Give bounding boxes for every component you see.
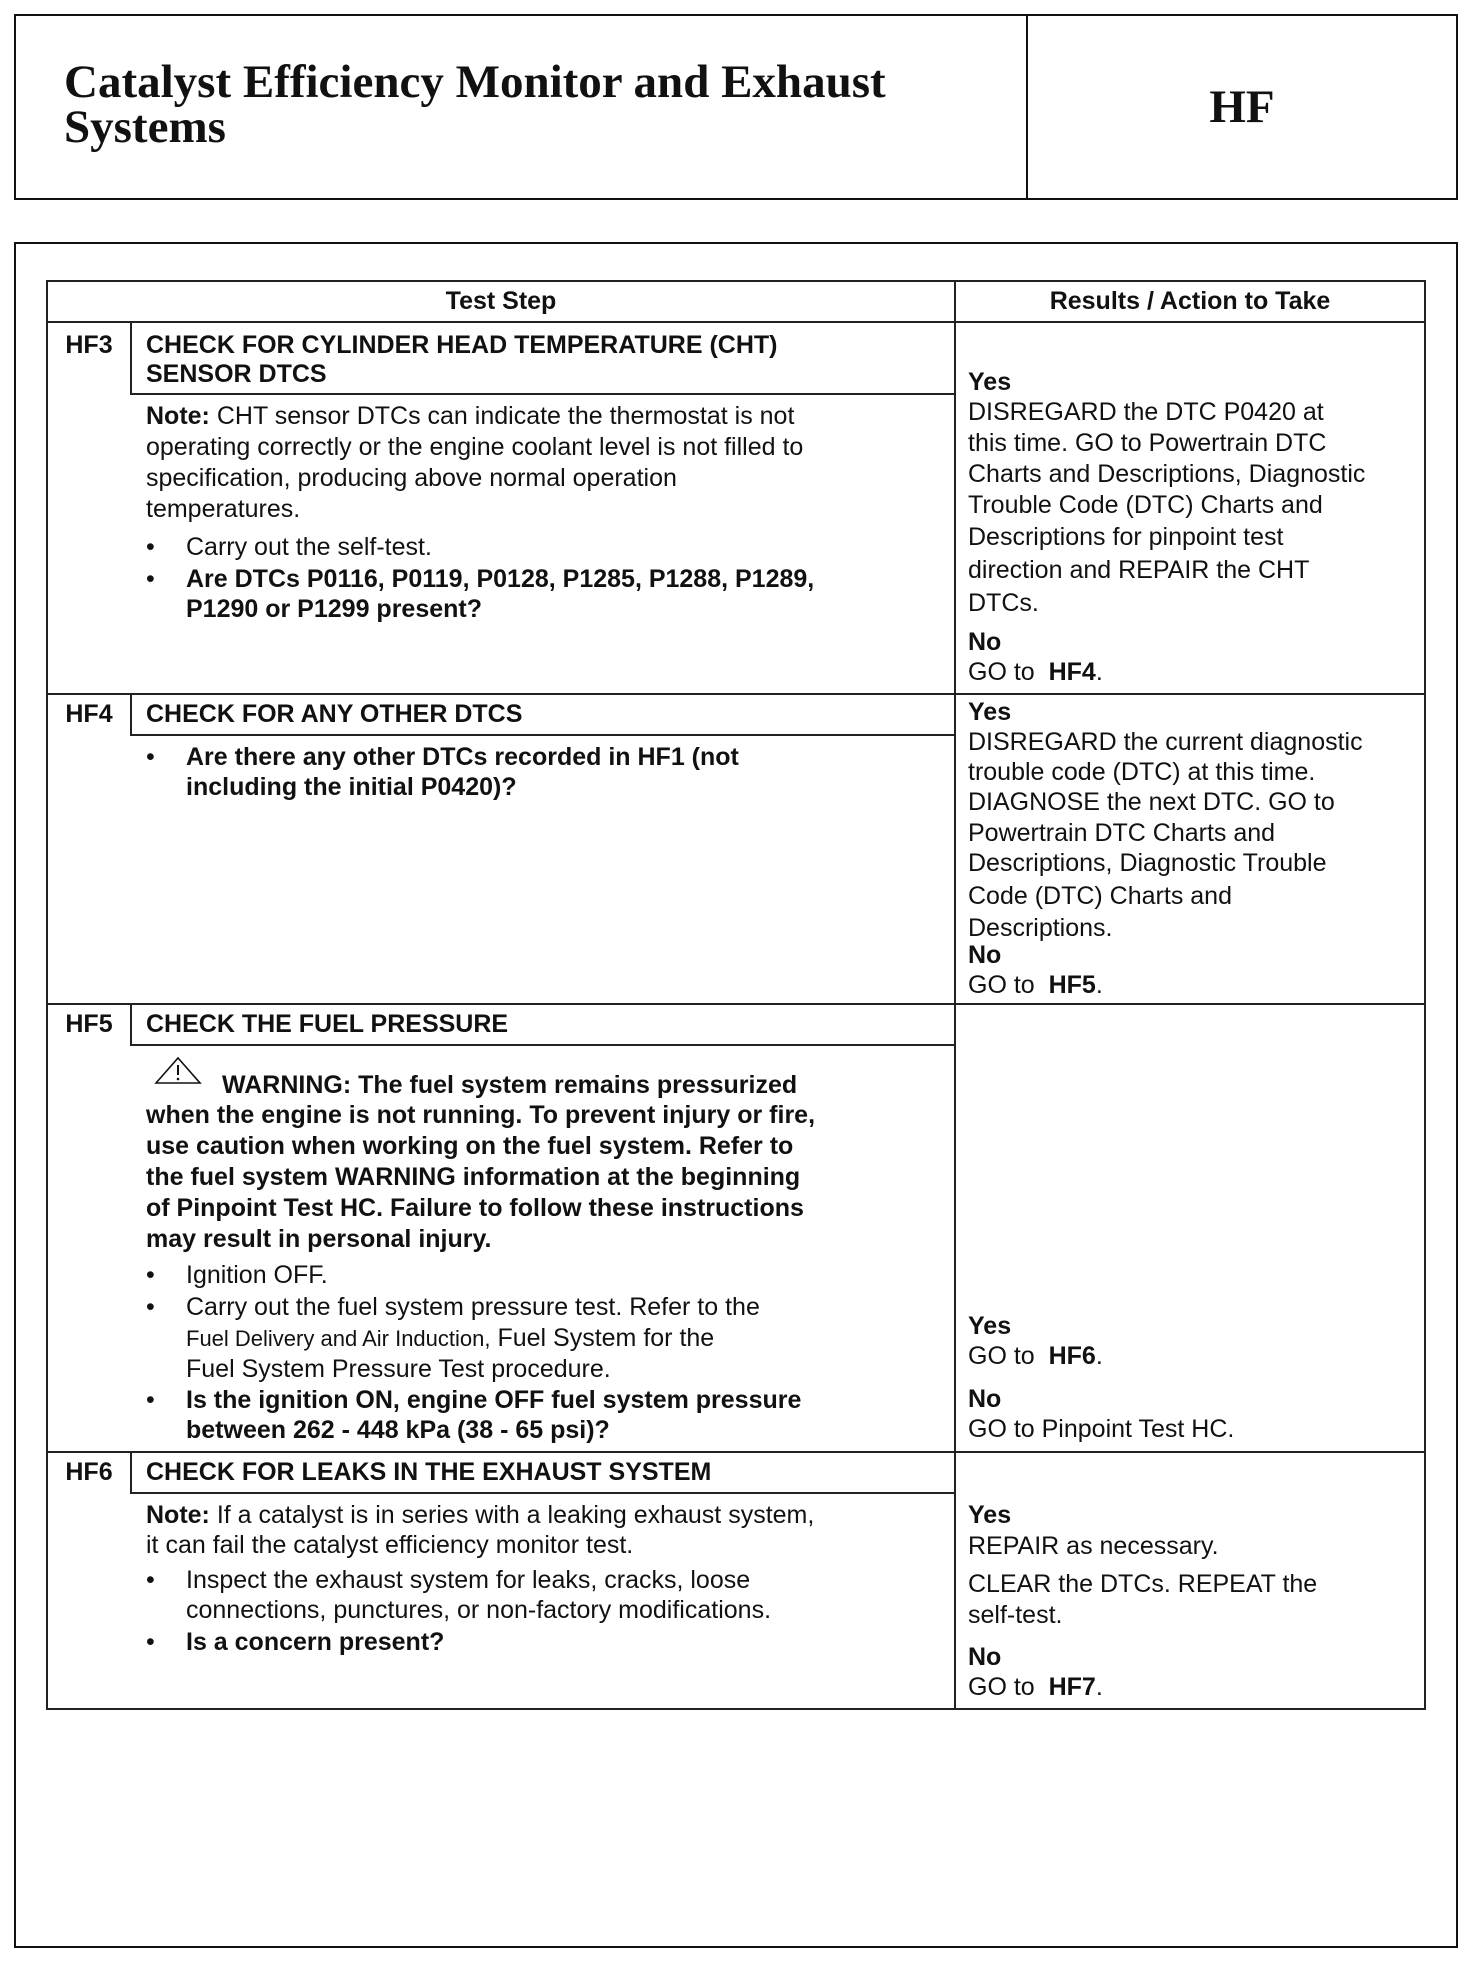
bullet-icon: • bbox=[146, 565, 155, 593]
note-label: Note: bbox=[146, 402, 210, 430]
step-title: CHECK FOR CYLINDER HEAD TEMPERATURE (CHT) bbox=[146, 331, 778, 359]
title-underline-hf3 bbox=[130, 393, 956, 395]
step-title: CHECK FOR ANY OTHER DTCS bbox=[146, 700, 523, 728]
result-goto bbox=[968, 657, 1103, 688]
warning-triangle-icon bbox=[154, 1056, 202, 1084]
note-text bbox=[146, 1500, 814, 1531]
title-underline-hf5 bbox=[130, 1044, 956, 1046]
results-column-divider bbox=[954, 280, 956, 1710]
result-goto bbox=[968, 1341, 1103, 1372]
result-yes-label: Yes bbox=[968, 698, 1012, 726]
bullet-icon: • bbox=[146, 1293, 155, 1321]
row-separator-hf6 bbox=[46, 1451, 1426, 1453]
bullet-text: Carry out the self-test. bbox=[186, 533, 432, 561]
step-title: CHECK FOR LEAKS IN THE EXHAUST SYSTEM bbox=[146, 1458, 712, 1486]
bullet-icon: • bbox=[146, 1261, 155, 1289]
manual-reference-link[interactable]: Fuel Delivery and Air Induction, bbox=[186, 1326, 491, 1351]
note-line: If a catalyst is in series with a leaking exhaust system, bbox=[216, 1501, 815, 1529]
bullet-text: Carry out the fuel system pressure test. Refer to the bbox=[186, 1293, 760, 1321]
id-column-divider-hf5 bbox=[130, 1004, 132, 1046]
id-column-divider-hf4 bbox=[130, 694, 132, 736]
bullet-text bbox=[186, 1323, 714, 1354]
result-goto: GO to Pinpoint Test HC. bbox=[968, 1415, 1235, 1443]
id-column-divider-hf6 bbox=[130, 1452, 132, 1494]
result-yes-label: Yes bbox=[968, 368, 1012, 396]
bullet-text: connections, punctures, or non-factory modifications. bbox=[186, 1596, 772, 1624]
bullet-icon: • bbox=[146, 533, 155, 561]
result-no-label: No bbox=[968, 628, 1002, 656]
result-text: this time. GO to Powertrain DTC bbox=[968, 429, 1327, 457]
table-right-border bbox=[1424, 280, 1426, 1710]
goto-suffix: . bbox=[1095, 1673, 1103, 1701]
goto-step-link[interactable]: HF5 bbox=[1048, 971, 1096, 999]
bullet-question: between 262 - 448 kPa (38 - 65 psi)? bbox=[186, 1416, 610, 1444]
note-line: specification, producing above normal operation bbox=[146, 464, 677, 492]
result-text: Descriptions. bbox=[968, 914, 1113, 942]
bullet-icon: • bbox=[146, 743, 155, 771]
bullet-text: Ignition OFF. bbox=[186, 1261, 328, 1289]
goto-prefix: GO to bbox=[968, 1673, 1035, 1701]
step-id: HF3 bbox=[65, 331, 113, 359]
goto-step-link[interactable]: HF4 bbox=[1048, 658, 1096, 686]
bullet-text: Inspect the exhaust system for leaks, cracks, loose bbox=[186, 1566, 751, 1594]
result-no-label: No bbox=[968, 1643, 1002, 1671]
header-row-border bbox=[46, 321, 1426, 323]
goto-suffix: . bbox=[1095, 971, 1103, 999]
result-text: self-test. bbox=[968, 1601, 1063, 1629]
bullet-question: including the initial P0420)? bbox=[186, 773, 517, 801]
goto-step-link[interactable]: HF6 bbox=[1048, 1342, 1096, 1370]
goto-step-link[interactable]: HF7 bbox=[1048, 1673, 1096, 1701]
result-yes-label: Yes bbox=[968, 1312, 1012, 1340]
result-text: direction and REPAIR the CHT bbox=[968, 556, 1310, 584]
result-text: Powertrain DTC Charts and bbox=[968, 819, 1276, 847]
result-goto bbox=[968, 1672, 1103, 1703]
bullet-question: Are there any other DTCs recorded in HF1 (not bbox=[186, 743, 739, 771]
warning-text: of Pinpoint Test HC. Failure to follow these instructions bbox=[146, 1194, 804, 1222]
page-header bbox=[14, 14, 1458, 200]
result-text: Descriptions for pinpoint test bbox=[968, 523, 1284, 551]
result-no-label: No bbox=[968, 941, 1002, 969]
result-text: DISREGARD the DTC P0420 at bbox=[968, 398, 1324, 426]
bullet-question: Are DTCs P0116, P0119, P0128, P1285, P1288, P1289, bbox=[186, 565, 815, 593]
step-id: HF6 bbox=[65, 1458, 113, 1486]
note-label: Note: bbox=[146, 1501, 210, 1529]
goto-prefix: GO to bbox=[968, 971, 1035, 999]
result-text: CLEAR the DTCs. REPEAT the bbox=[968, 1570, 1318, 1598]
warning-text: may result in personal injury. bbox=[146, 1225, 492, 1253]
bullet-question: Is the ignition ON, engine OFF fuel system pressure bbox=[186, 1386, 802, 1414]
warning-text: the fuel system WARNING information at the beginning bbox=[146, 1163, 801, 1191]
result-text: DISREGARD the current diagnostic bbox=[968, 728, 1363, 756]
result-goto bbox=[968, 970, 1103, 1001]
result-text: Charts and Descriptions, Diagnostic bbox=[968, 460, 1366, 488]
row-separator-hf5 bbox=[46, 1003, 1426, 1005]
result-text: Code (DTC) Charts and bbox=[968, 882, 1232, 910]
title-underline-hf4 bbox=[130, 734, 956, 736]
note-line: temperatures. bbox=[146, 495, 301, 523]
result-text: DIAGNOSE the next DTC. GO to bbox=[968, 788, 1335, 816]
result-yes-label: Yes bbox=[968, 1501, 1012, 1529]
result-text: Trouble Code (DTC) Charts and bbox=[968, 491, 1323, 519]
result-no-label: No bbox=[968, 1385, 1002, 1413]
bullet-question: P1290 or P1299 present? bbox=[186, 595, 482, 623]
table-left-border bbox=[46, 280, 48, 1710]
bullet-question: Is a concern present? bbox=[186, 1628, 445, 1656]
note-line: it can fail the catalyst efficiency monitor test. bbox=[146, 1531, 634, 1559]
goto-prefix: GO to bbox=[968, 1342, 1035, 1370]
result-text: REPAIR as necessary. bbox=[968, 1532, 1219, 1560]
row-separator-hf4 bbox=[46, 693, 1426, 695]
bullet-icon: • bbox=[146, 1628, 155, 1656]
bullet-text: Fuel System Pressure Test procedure. bbox=[186, 1355, 611, 1383]
bullet-text-continued: Fuel System for the bbox=[497, 1324, 715, 1352]
bullet-icon: • bbox=[146, 1566, 155, 1594]
title-underline-hf6 bbox=[130, 1492, 956, 1494]
bullet-icon: • bbox=[146, 1386, 155, 1414]
step-title: SENSOR DTCS bbox=[146, 360, 327, 388]
note-line: CHT sensor DTCs can indicate the thermostat is not bbox=[216, 402, 795, 430]
step-id: HF4 bbox=[65, 700, 113, 728]
result-text: DTCs. bbox=[968, 589, 1039, 617]
id-column-divider-hf3 bbox=[130, 321, 132, 395]
column-header-results: Results / Action to Take bbox=[1049, 287, 1331, 315]
step-id: HF5 bbox=[65, 1010, 113, 1038]
column-header-test-step: Test Step bbox=[445, 287, 557, 315]
section-code: HF bbox=[1209, 81, 1275, 133]
note-text bbox=[146, 401, 794, 432]
page-title: Catalyst Efficiency Monitor and Exhaust Systems bbox=[64, 56, 886, 153]
table-bottom-border bbox=[46, 1708, 1426, 1710]
goto-prefix: GO to bbox=[968, 658, 1035, 686]
goto-suffix: . bbox=[1095, 658, 1103, 686]
table-top-border bbox=[46, 280, 1426, 282]
warning-text: when the engine is not running. To prevent injury or fire, bbox=[146, 1101, 816, 1129]
result-text: Descriptions, Diagnostic Trouble bbox=[968, 849, 1327, 877]
step-title: CHECK THE FUEL PRESSURE bbox=[146, 1010, 509, 1038]
result-text: trouble code (DTC) at this time. bbox=[968, 758, 1316, 786]
warning-text: use caution when working on the fuel system. Refer to bbox=[146, 1132, 794, 1160]
warning-text: WARNING: The fuel system remains pressurized bbox=[222, 1071, 798, 1099]
goto-suffix: . bbox=[1095, 1342, 1103, 1370]
note-line: operating correctly or the engine coolant level is not filled to bbox=[146, 433, 804, 461]
